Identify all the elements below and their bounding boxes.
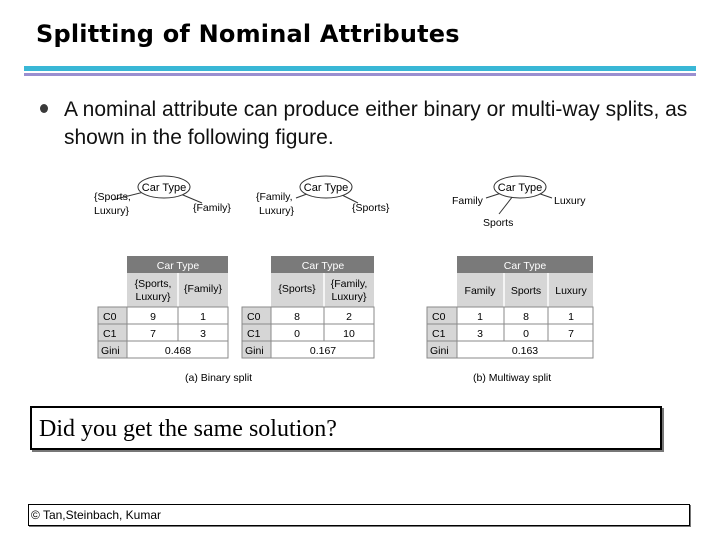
tree-3-right-label: Luxury	[554, 195, 586, 207]
copyright-text: © Tan,Steinbach, Kumar	[31, 508, 162, 522]
table-3-col-luxury: Luxury	[555, 285, 587, 297]
table-1-row-c1: C1	[103, 328, 117, 340]
binary-tree-2	[256, 176, 390, 217]
tree-2-left-line1: {Family,	[256, 191, 293, 203]
table-3-c1-sports: 0	[523, 328, 529, 340]
caption-binary-split: (a) Binary split	[185, 372, 253, 384]
table-3-c0-luxury: 1	[568, 311, 574, 323]
table-3-c1-family: 3	[477, 328, 483, 340]
title-rule-cyan	[24, 66, 696, 71]
table-2-c0-col1: 8	[294, 311, 300, 323]
table-1-row-gini: Gini	[101, 345, 120, 357]
table-1-c0-col1: 9	[150, 311, 156, 323]
tree-2-left-line2: Luxury}	[259, 205, 295, 217]
tree-1-left-line1: {Sports,	[94, 191, 131, 203]
table-2-c1-col1: 0	[294, 328, 300, 340]
table-3-header: Car Type	[503, 260, 547, 272]
table-1-c1-col1: 7	[150, 328, 156, 340]
table-2-col2-line2: Luxury}	[331, 291, 367, 303]
tree-3-left-label: Family	[452, 195, 483, 207]
multiway-tree	[452, 176, 586, 229]
table-1-c1-col2: 3	[200, 328, 206, 340]
binary-tree-1	[94, 176, 231, 217]
table-3-row-c1: C1	[432, 328, 446, 340]
table-3-gini-value: 0.163	[511, 345, 539, 357]
caption-multiway-split: (b) Multiway split	[473, 372, 552, 384]
table-1-row-c0: C0	[103, 311, 117, 323]
title-rule-purple	[24, 73, 696, 76]
table-3-col-family: Family	[464, 285, 496, 297]
tree-1-left-line2: Luxury}	[94, 205, 130, 217]
question-callout	[30, 406, 662, 450]
table-3-col-sports: Sports	[510, 285, 542, 297]
table-3-c1-luxury: 7	[568, 328, 574, 340]
gini-table-2	[242, 256, 374, 358]
table-1-col1-line1: {Sports,	[134, 278, 172, 290]
table-1-c0-col2: 1	[200, 311, 206, 323]
tree-1-root-label: Car Type	[141, 182, 187, 194]
footer-box	[28, 504, 690, 526]
tree-1-right-label: {Family}	[193, 202, 231, 214]
tree-2-root-label: Car Type	[303, 182, 349, 194]
bullet-icon	[40, 104, 48, 113]
table-2-c1-col2: 10	[343, 328, 355, 340]
table-2-row-c1: C1	[247, 328, 261, 340]
table-1-col1-line2: Luxury}	[135, 291, 171, 303]
question-text: Did you get the same solution?	[39, 416, 337, 442]
table-3-c0-sports: 8	[523, 311, 529, 323]
gini-table-3	[427, 256, 593, 358]
tree-2-right-label: {Sports}	[352, 202, 390, 214]
bullet-text: A nominal attribute can produce either binary or multi-way splits, as shown in the following figure.	[64, 98, 688, 149]
table-3-row-c0: C0	[432, 311, 446, 323]
table-2-row-gini: Gini	[245, 345, 264, 357]
table-1-gini-value: 0.468	[164, 345, 192, 357]
table-3-row-gini: Gini	[430, 345, 449, 357]
table-2-c0-col2: 2	[346, 311, 352, 323]
table-1-header: Car Type	[156, 260, 200, 272]
split-figure	[84, 170, 604, 392]
table-2-gini-value: 0.167	[309, 345, 337, 357]
table-2-header: Car Type	[301, 260, 345, 272]
tree-3-middle-label: Sports	[483, 217, 514, 229]
table-2-row-c0: C0	[247, 311, 261, 323]
table-1-col2-label: {Family}	[184, 283, 222, 295]
table-2-col2-line1: {Family,	[330, 278, 368, 290]
slide-title: Splitting of Nominal Attributes	[36, 20, 460, 48]
gini-table-1	[98, 256, 228, 358]
tree-3-root-label: Car Type	[497, 182, 543, 194]
table-3-c0-family: 1	[477, 311, 483, 323]
table-2-col1-label: {Sports}	[278, 283, 316, 295]
